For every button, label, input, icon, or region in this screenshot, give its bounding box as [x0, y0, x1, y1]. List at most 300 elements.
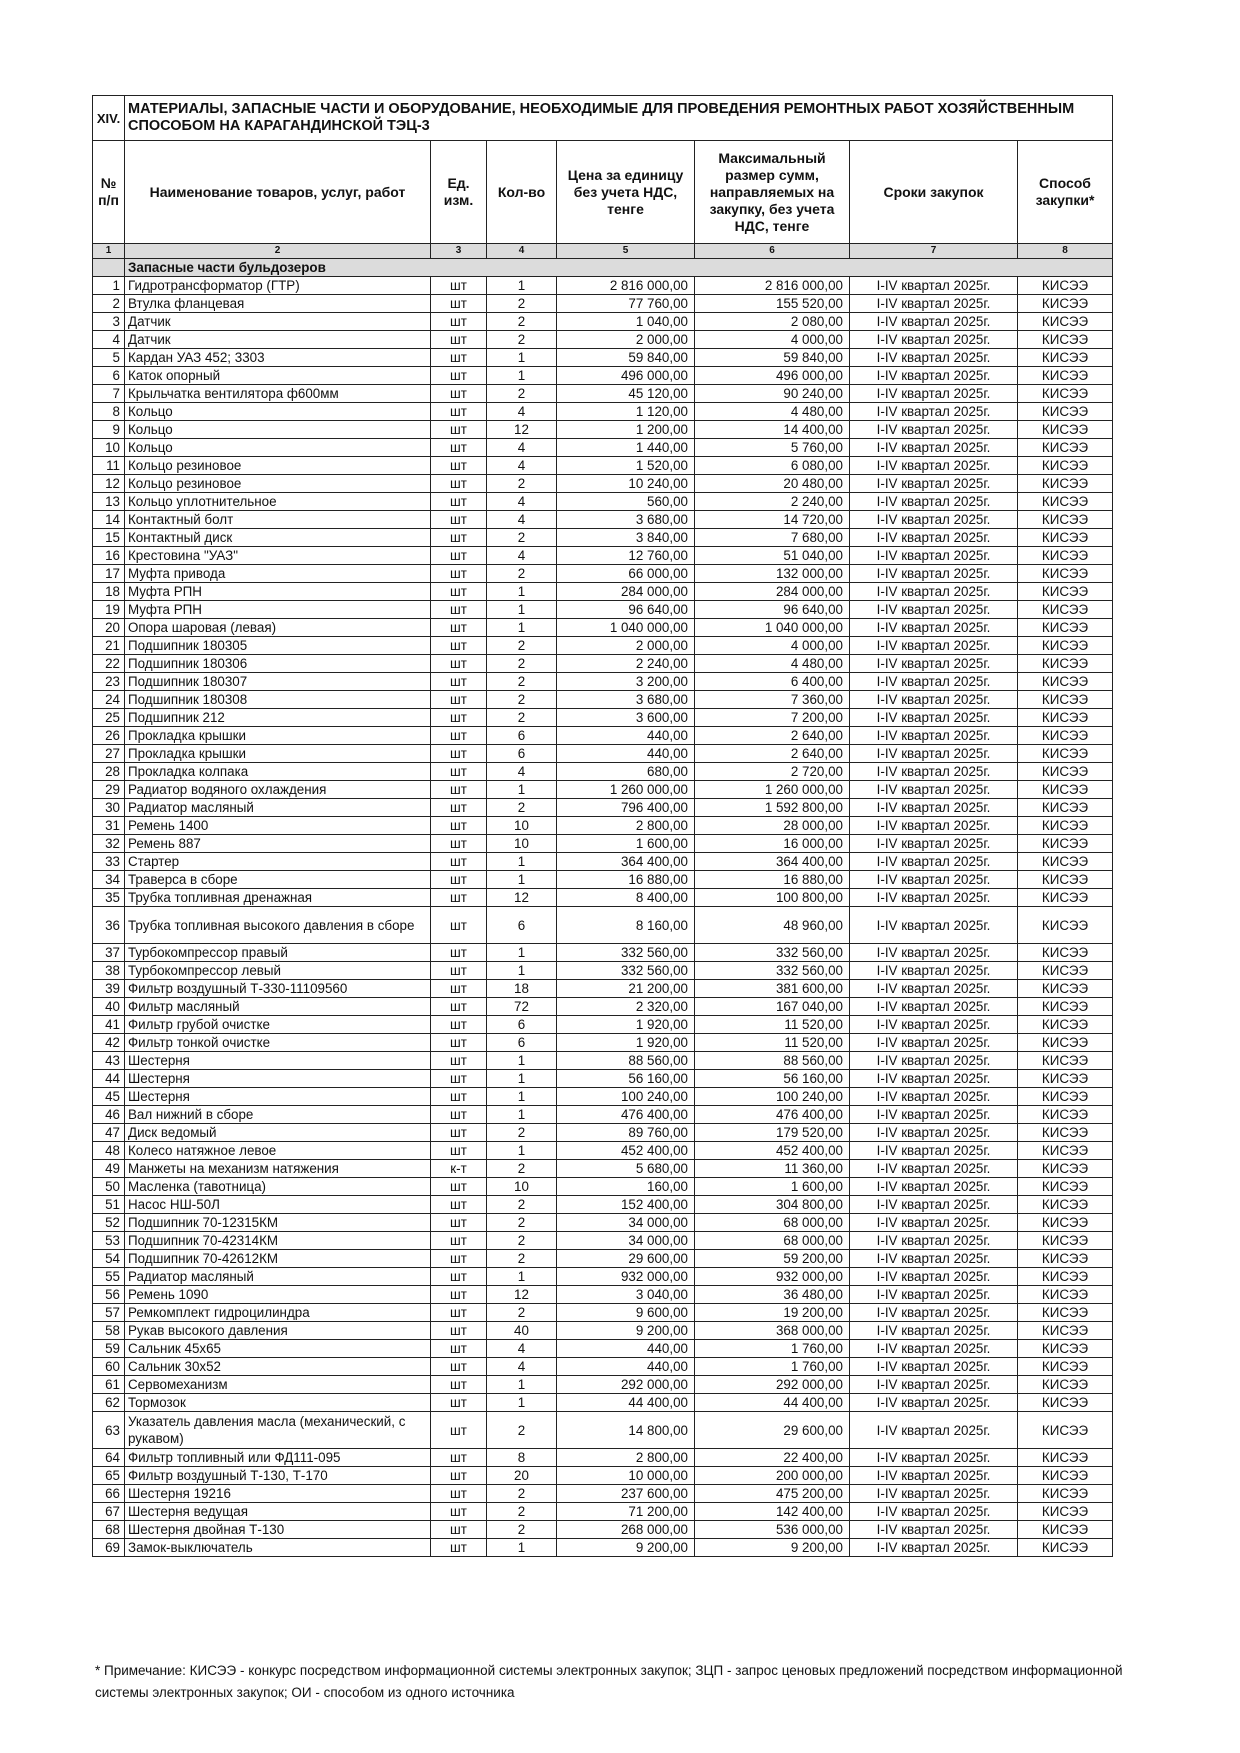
table-row	[93, 529, 1113, 547]
table-row	[93, 799, 1113, 817]
procurement-method: КИСЭЭ	[1018, 1106, 1113, 1124]
unit: к-т	[431, 1160, 487, 1178]
quantity: 1	[487, 1268, 557, 1286]
quantity: 2	[487, 1214, 557, 1232]
quantity: 1	[487, 781, 557, 799]
max-sum: 11 360,00	[695, 1160, 850, 1178]
table-row	[93, 349, 1113, 367]
row-number: 25	[93, 709, 125, 727]
row-number: 40	[93, 998, 125, 1016]
max-sum: 179 520,00	[695, 1124, 850, 1142]
unit: шт	[431, 1503, 487, 1521]
item-name: Втулка фланцевая	[125, 295, 431, 313]
item-name: Замок-выключатель	[125, 1539, 431, 1557]
section-number: XIV.	[93, 96, 125, 141]
procurement-period: I-IV квартал 2025г.	[850, 1268, 1018, 1286]
procurement-method: КИСЭЭ	[1018, 457, 1113, 475]
item-name: Радиатор масляный	[125, 799, 431, 817]
procurement-period: I-IV квартал 2025г.	[850, 349, 1018, 367]
unit-price: 45 120,00	[557, 385, 695, 403]
quantity: 10	[487, 835, 557, 853]
unit-price: 284 000,00	[557, 583, 695, 601]
procurement-period: I-IV квартал 2025г.	[850, 835, 1018, 853]
procurement-method: КИСЭЭ	[1018, 1394, 1113, 1412]
quantity: 2	[487, 637, 557, 655]
unit-price: 1 920,00	[557, 1016, 695, 1034]
quantity: 40	[487, 1322, 557, 1340]
item-name: Масленка (тавотница)	[125, 1178, 431, 1196]
procurement-period: I-IV квартал 2025г.	[850, 998, 1018, 1016]
quantity: 4	[487, 493, 557, 511]
unit-price: 3 200,00	[557, 673, 695, 691]
unit: шт	[431, 403, 487, 421]
item-name: Указатель давления масла (механический, с рукавом)	[125, 1412, 431, 1449]
quantity: 4	[487, 547, 557, 565]
unit: шт	[431, 439, 487, 457]
table-row	[93, 1052, 1113, 1070]
max-sum: 1 592 800,00	[695, 799, 850, 817]
procurement-period: I-IV квартал 2025г.	[850, 1376, 1018, 1394]
item-name: Гидротрансформатор (ГТР)	[125, 277, 431, 295]
procurement-method: КИСЭЭ	[1018, 619, 1113, 637]
max-sum: 20 480,00	[695, 475, 850, 493]
quantity: 2	[487, 331, 557, 349]
table-row	[93, 1449, 1113, 1467]
quantity: 2	[487, 1124, 557, 1142]
unit-price: 560,00	[557, 493, 695, 511]
row-number: 49	[93, 1160, 125, 1178]
max-sum: 332 560,00	[695, 944, 850, 962]
unit-price: 1 920,00	[557, 1034, 695, 1052]
max-sum: 14 720,00	[695, 511, 850, 529]
unit: шт	[431, 619, 487, 637]
procurement-period: I-IV квартал 2025г.	[850, 313, 1018, 331]
unit-price: 3 680,00	[557, 691, 695, 709]
row-number: 54	[93, 1250, 125, 1268]
row-number: 44	[93, 1070, 125, 1088]
procurement-method: КИСЭЭ	[1018, 493, 1113, 511]
unit-price: 476 400,00	[557, 1106, 695, 1124]
procurement-period: I-IV квартал 2025г.	[850, 1160, 1018, 1178]
table-row	[93, 1106, 1113, 1124]
quantity: 4	[487, 457, 557, 475]
quantity: 20	[487, 1467, 557, 1485]
procurement-method: КИСЭЭ	[1018, 691, 1113, 709]
quantity: 1	[487, 583, 557, 601]
row-number: 42	[93, 1034, 125, 1052]
item-name: Фильтр топливный или ФД111-095	[125, 1449, 431, 1467]
procurement-period: I-IV квартал 2025г.	[850, 1070, 1018, 1088]
max-sum: 22 400,00	[695, 1449, 850, 1467]
quantity: 2	[487, 799, 557, 817]
row-number: 1	[93, 277, 125, 295]
procurement-period: I-IV квартал 2025г.	[850, 1286, 1018, 1304]
quantity: 4	[487, 1358, 557, 1376]
row-number: 50	[93, 1178, 125, 1196]
row-number: 21	[93, 637, 125, 655]
row-number: 13	[93, 493, 125, 511]
item-name: Фильтр воздушный Т-330-11109560	[125, 980, 431, 998]
unit: шт	[431, 349, 487, 367]
table-row	[93, 1286, 1113, 1304]
unit: шт	[431, 1449, 487, 1467]
quantity: 2	[487, 1503, 557, 1521]
max-sum: 29 600,00	[695, 1412, 850, 1449]
max-sum: 2 080,00	[695, 313, 850, 331]
table-row	[93, 1358, 1113, 1376]
item-name: Кардан УАЗ 452; 3303	[125, 349, 431, 367]
row-number: 35	[93, 889, 125, 907]
unit-price: 10 240,00	[557, 475, 695, 493]
item-name: Турбокомпрессор правый	[125, 944, 431, 962]
max-sum: 7 360,00	[695, 691, 850, 709]
unit-price: 77 760,00	[557, 295, 695, 313]
table-row	[93, 1485, 1113, 1503]
max-sum: 1 760,00	[695, 1340, 850, 1358]
max-sum: 167 040,00	[695, 998, 850, 1016]
unit-price: 5 680,00	[557, 1160, 695, 1178]
col-header-method: Способ закупки*	[1018, 141, 1113, 244]
unit-price: 3 040,00	[557, 1286, 695, 1304]
row-number: 27	[93, 745, 125, 763]
table-row	[93, 727, 1113, 745]
item-name: Каток опорный	[125, 367, 431, 385]
quantity: 1	[487, 277, 557, 295]
table-row	[93, 871, 1113, 889]
row-number: 31	[93, 817, 125, 835]
col-header-qty: Кол-во	[487, 141, 557, 244]
unit-price: 3 840,00	[557, 529, 695, 547]
row-number: 9	[93, 421, 125, 439]
max-sum: 452 400,00	[695, 1142, 850, 1160]
quantity: 12	[487, 421, 557, 439]
unit: шт	[431, 980, 487, 998]
unit: шт	[431, 655, 487, 673]
procurement-period: I-IV квартал 2025г.	[850, 1503, 1018, 1521]
row-number: 46	[93, 1106, 125, 1124]
table-row	[93, 601, 1113, 619]
row-number: 10	[93, 439, 125, 457]
unit: шт	[431, 1232, 487, 1250]
unit: шт	[431, 835, 487, 853]
procurement-period: I-IV квартал 2025г.	[850, 547, 1018, 565]
unit-price: 21 200,00	[557, 980, 695, 998]
max-sum: 132 000,00	[695, 565, 850, 583]
table-row	[93, 781, 1113, 799]
row-number: 51	[93, 1196, 125, 1214]
unit-price: 2 320,00	[557, 998, 695, 1016]
procurement-period: I-IV квартал 2025г.	[850, 421, 1018, 439]
row-number: 53	[93, 1232, 125, 1250]
col-number: 4	[487, 244, 557, 259]
table-row	[93, 763, 1113, 781]
row-number: 61	[93, 1376, 125, 1394]
table-row	[93, 565, 1113, 583]
unit-price: 1 520,00	[557, 457, 695, 475]
table-row	[93, 493, 1113, 511]
quantity: 1	[487, 619, 557, 637]
procurement-method: КИСЭЭ	[1018, 889, 1113, 907]
table-row	[93, 1467, 1113, 1485]
unit-price: 1 600,00	[557, 835, 695, 853]
unit: шт	[431, 1268, 487, 1286]
unit-price: 268 000,00	[557, 1521, 695, 1539]
item-name: Подшипник 70-12315КМ	[125, 1214, 431, 1232]
max-sum: 4 000,00	[695, 331, 850, 349]
quantity: 2	[487, 1485, 557, 1503]
table-row	[93, 1412, 1113, 1449]
item-name: Крыльчатка вентилятора ф600мм	[125, 385, 431, 403]
max-sum: 381 600,00	[695, 980, 850, 998]
procurement-method: КИСЭЭ	[1018, 367, 1113, 385]
row-number: 11	[93, 457, 125, 475]
procurement-period: I-IV квартал 2025г.	[850, 709, 1018, 727]
unit-price: 440,00	[557, 1358, 695, 1376]
procurement-method: КИСЭЭ	[1018, 277, 1113, 295]
unit: шт	[431, 1340, 487, 1358]
table-row	[93, 745, 1113, 763]
unit-price: 364 400,00	[557, 853, 695, 871]
max-sum: 59 200,00	[695, 1250, 850, 1268]
quantity: 1	[487, 1070, 557, 1088]
row-number: 43	[93, 1052, 125, 1070]
unit: шт	[431, 511, 487, 529]
procurement-period: I-IV квартал 2025г.	[850, 799, 1018, 817]
procurement-period: I-IV квартал 2025г.	[850, 889, 1018, 907]
item-name: Шестерня	[125, 1088, 431, 1106]
procurement-method: КИСЭЭ	[1018, 835, 1113, 853]
unit: шт	[431, 1106, 487, 1124]
max-sum: 11 520,00	[695, 1034, 850, 1052]
max-sum: 44 400,00	[695, 1394, 850, 1412]
col-header-period: Сроки закупок	[850, 141, 1018, 244]
row-number: 52	[93, 1214, 125, 1232]
procurement-method: КИСЭЭ	[1018, 763, 1113, 781]
procurement-period: I-IV квартал 2025г.	[850, 385, 1018, 403]
max-sum: 19 200,00	[695, 1304, 850, 1322]
row-number: 18	[93, 583, 125, 601]
quantity: 4	[487, 763, 557, 781]
unit-price: 9 200,00	[557, 1322, 695, 1340]
quantity: 2	[487, 1412, 557, 1449]
table-row	[93, 1268, 1113, 1286]
table-row	[93, 277, 1113, 295]
procurement-method: КИСЭЭ	[1018, 673, 1113, 691]
table-row	[93, 1016, 1113, 1034]
table-row	[93, 637, 1113, 655]
row-number: 64	[93, 1449, 125, 1467]
unit: шт	[431, 763, 487, 781]
unit: шт	[431, 1214, 487, 1232]
unit: шт	[431, 1088, 487, 1106]
row-number: 48	[93, 1142, 125, 1160]
quantity: 2	[487, 709, 557, 727]
item-name: Кольцо	[125, 421, 431, 439]
max-sum: 200 000,00	[695, 1467, 850, 1485]
unit: шт	[431, 1304, 487, 1322]
unit: шт	[431, 673, 487, 691]
row-number: 4	[93, 331, 125, 349]
procurement-method: КИСЭЭ	[1018, 1124, 1113, 1142]
quantity: 2	[487, 565, 557, 583]
procurement-method: КИСЭЭ	[1018, 1250, 1113, 1268]
item-name: Кольцо	[125, 439, 431, 457]
procurement-period: I-IV квартал 2025г.	[850, 1124, 1018, 1142]
table-row	[93, 457, 1113, 475]
column-header-row	[93, 141, 1113, 244]
max-sum: 88 560,00	[695, 1052, 850, 1070]
unit: шт	[431, 962, 487, 980]
procurement-method: КИСЭЭ	[1018, 403, 1113, 421]
row-number: 41	[93, 1016, 125, 1034]
procurement-period: I-IV квартал 2025г.	[850, 601, 1018, 619]
max-sum: 68 000,00	[695, 1214, 850, 1232]
unit: шт	[431, 1467, 487, 1485]
table-row	[93, 1322, 1113, 1340]
procurement-period: I-IV квартал 2025г.	[850, 871, 1018, 889]
unit: шт	[431, 565, 487, 583]
table-row	[93, 367, 1113, 385]
procurement-period: I-IV квартал 2025г.	[850, 1467, 1018, 1485]
procurement-method: КИСЭЭ	[1018, 637, 1113, 655]
table-row	[93, 439, 1113, 457]
quantity: 2	[487, 295, 557, 313]
row-number: 45	[93, 1088, 125, 1106]
col-number: 5	[557, 244, 695, 259]
col-number: 7	[850, 244, 1018, 259]
procurement-method: КИСЭЭ	[1018, 980, 1113, 998]
row-number: 34	[93, 871, 125, 889]
unit: шт	[431, 421, 487, 439]
procurement-period: I-IV квартал 2025г.	[850, 1106, 1018, 1124]
table-row	[93, 583, 1113, 601]
quantity: 2	[487, 1160, 557, 1178]
procurement-period: I-IV квартал 2025г.	[850, 962, 1018, 980]
procurement-method: КИСЭЭ	[1018, 1521, 1113, 1539]
unit-price: 88 560,00	[557, 1052, 695, 1070]
procurement-method: КИСЭЭ	[1018, 1286, 1113, 1304]
procurement-period: I-IV квартал 2025г.	[850, 673, 1018, 691]
row-number: 36	[93, 907, 125, 944]
procurement-period: I-IV квартал 2025г.	[850, 763, 1018, 781]
item-name: Насос НШ-50Л	[125, 1196, 431, 1214]
unit: шт	[431, 277, 487, 295]
item-name: Трубка топливная высокого давления в сборе	[125, 907, 431, 944]
table-row	[93, 853, 1113, 871]
row-number: 39	[93, 980, 125, 998]
footnote: * Примечание: КИСЭЭ - конкурс посредством информационной системы электронных закупок; ЗЦП - запрос ценовых предложений посредством информационной системы электронных закупок; ОИ - способом из одного источника	[95, 1663, 1123, 1700]
item-name: Шестерня 19216	[125, 1485, 431, 1503]
unit-price: 9 600,00	[557, 1304, 695, 1322]
procurement-period: I-IV квартал 2025г.	[850, 655, 1018, 673]
item-name: Сальник 45х65	[125, 1340, 431, 1358]
row-number: 56	[93, 1286, 125, 1304]
unit: шт	[431, 385, 487, 403]
procurement-period: I-IV квартал 2025г.	[850, 511, 1018, 529]
unit: шт	[431, 1034, 487, 1052]
max-sum: 476 400,00	[695, 1106, 850, 1124]
quantity: 1	[487, 1539, 557, 1557]
unit-price: 332 560,00	[557, 962, 695, 980]
procurement-method: КИСЭЭ	[1018, 1178, 1113, 1196]
unit-price: 100 240,00	[557, 1088, 695, 1106]
unit-price: 2 800,00	[557, 1449, 695, 1467]
unit: шт	[431, 691, 487, 709]
max-sum: 292 000,00	[695, 1376, 850, 1394]
procurement-method: КИСЭЭ	[1018, 1503, 1113, 1521]
row-number: 2	[93, 295, 125, 313]
col-header-name: Наименование товаров, услуг, работ	[125, 141, 431, 244]
procurement-method: КИСЭЭ	[1018, 1196, 1113, 1214]
max-sum: 90 240,00	[695, 385, 850, 403]
table-row	[93, 619, 1113, 637]
max-sum: 2 720,00	[695, 763, 850, 781]
unit-price: 44 400,00	[557, 1394, 695, 1412]
table-row	[93, 673, 1113, 691]
col-number: 8	[1018, 244, 1113, 259]
quantity: 6	[487, 907, 557, 944]
item-name: Стартер	[125, 853, 431, 871]
unit-price: 1 120,00	[557, 403, 695, 421]
procurement-period: I-IV квартал 2025г.	[850, 1196, 1018, 1214]
row-number: 15	[93, 529, 125, 547]
table-row	[93, 385, 1113, 403]
unit-price: 71 200,00	[557, 1503, 695, 1521]
unit: шт	[431, 1070, 487, 1088]
procurement-sheet	[92, 95, 1112, 1557]
procurement-method: КИСЭЭ	[1018, 871, 1113, 889]
item-name: Прокладка крышки	[125, 727, 431, 745]
procurement-method: КИСЭЭ	[1018, 1142, 1113, 1160]
col-number: 3	[431, 244, 487, 259]
item-name: Ремкомплект гидроцилиндра	[125, 1304, 431, 1322]
row-number: 17	[93, 565, 125, 583]
table-row	[93, 817, 1113, 835]
procurement-method: КИСЭЭ	[1018, 295, 1113, 313]
table-row	[93, 1539, 1113, 1557]
quantity: 1	[487, 601, 557, 619]
procurement-method: КИСЭЭ	[1018, 601, 1113, 619]
item-name: Контактный болт	[125, 511, 431, 529]
row-number: 30	[93, 799, 125, 817]
procurement-method: КИСЭЭ	[1018, 1340, 1113, 1358]
procurement-method: КИСЭЭ	[1018, 1232, 1113, 1250]
row-number: 12	[93, 475, 125, 493]
item-name: Тормозок	[125, 1394, 431, 1412]
procurement-method: КИСЭЭ	[1018, 853, 1113, 871]
unit: шт	[431, 998, 487, 1016]
item-name: Прокладка колпака	[125, 763, 431, 781]
procurement-period: I-IV квартал 2025г.	[850, 367, 1018, 385]
quantity: 2	[487, 1250, 557, 1268]
row-number: 29	[93, 781, 125, 799]
max-sum: 7 680,00	[695, 529, 850, 547]
table-row	[93, 962, 1113, 980]
unit-price: 2 000,00	[557, 331, 695, 349]
unit-price: 12 760,00	[557, 547, 695, 565]
procurement-period: I-IV квартал 2025г.	[850, 1052, 1018, 1070]
procurement-period: I-IV квартал 2025г.	[850, 1521, 1018, 1539]
procurement-method: КИСЭЭ	[1018, 547, 1113, 565]
row-number: 33	[93, 853, 125, 871]
table-row	[93, 1142, 1113, 1160]
unit-price: 3 680,00	[557, 511, 695, 529]
procurement-period: I-IV квартал 2025г.	[850, 1485, 1018, 1503]
item-name: Муфта РПН	[125, 583, 431, 601]
col-number: 1	[93, 244, 125, 259]
max-sum: 475 200,00	[695, 1485, 850, 1503]
unit-price: 3 600,00	[557, 709, 695, 727]
